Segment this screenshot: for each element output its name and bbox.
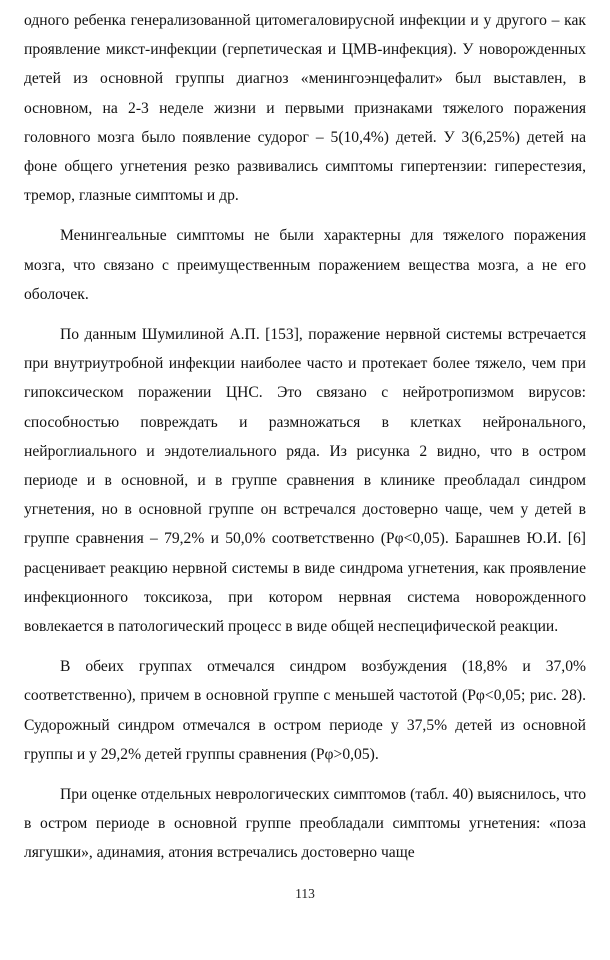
paragraph-5: При оценке отдельных неврологических симптомов (табл. 40) выяснилось, что в остром периоде в основной группе преобладали симптомы угнетения: «поза лягушки», адинамия, атония встречались достоверно чаще [24,786,586,862]
paragraph-2: Менингеальные симптомы не были характерны для тяжелого поражения мозга, что связано с преимущественным поражением вещества мозга, а не его оболочек. [24,227,586,303]
page-number: 113 [295,886,315,901]
document-page [24,6,586,868]
paragraph-3: По данным Шумилиной А.П. [153], поражение нервной системы встречается при внутриутробной инфекции наиболее часто и протекает более тяжело, чем при гипоксическом поражении ЦНС. Это связано с нейротропизмом вирусов: способностью повреждать и размножаться в клетках нейронального, нейроглиального и эндотелиального ряда. Из рисунка 2 видно, что в остром периоде и в основной, и в группе сравнения в клинике преобладал синдром угнетения, но в основной группе он встречался достоверно чаще, чем у детей в группе сравнения – 79,2% и 50,0% соответственно (Рφ<0,05). Барашнев Ю.И. [6] расценивает реакцию нервной системы в виде синдрома угнетения, как проявление инфекционного токсикоза, при котором нервная система новорожденного вовлекается в патологический процесс в виде общей неспецифической реакции. [24,326,586,636]
paragraph-4: В обеих группах отмечался синдром возбуждения (18,8% и 37,0% соответственно), причем в основной группе с меньшей частотой (Рφ<0,05; рис. 28). Судорожный синдром отмечался в остром периоде у 37,5% детей из основной группы и у 29,2% детей группы сравнения (Рφ>0,05). [24,658,586,763]
paragraph-gap [24,769,586,780]
paragraph-gap [24,210,586,221]
paragraph-gap [24,309,586,320]
paragraph-gap [24,641,586,652]
paragraph-1: одного ребенка генерализованной цитомегаловирусной инфекции и у другого – как проявление микст-инфекции (герпетическая и ЦМВ-инфекция). У новорожденных детей из основной группы диагноз «менингоэнцефалит» был выставлен, в основном, на 2-3 неделе жизни и первыми признаками тяжелого поражения головного мозга было появление судорог – 5(10,4%) детей. У 3(6,25%) детей на фоне общего угнетения резко развивались симптомы гипертензии: гиперестезия, тремор, глазные симптомы и др. [24,12,586,205]
